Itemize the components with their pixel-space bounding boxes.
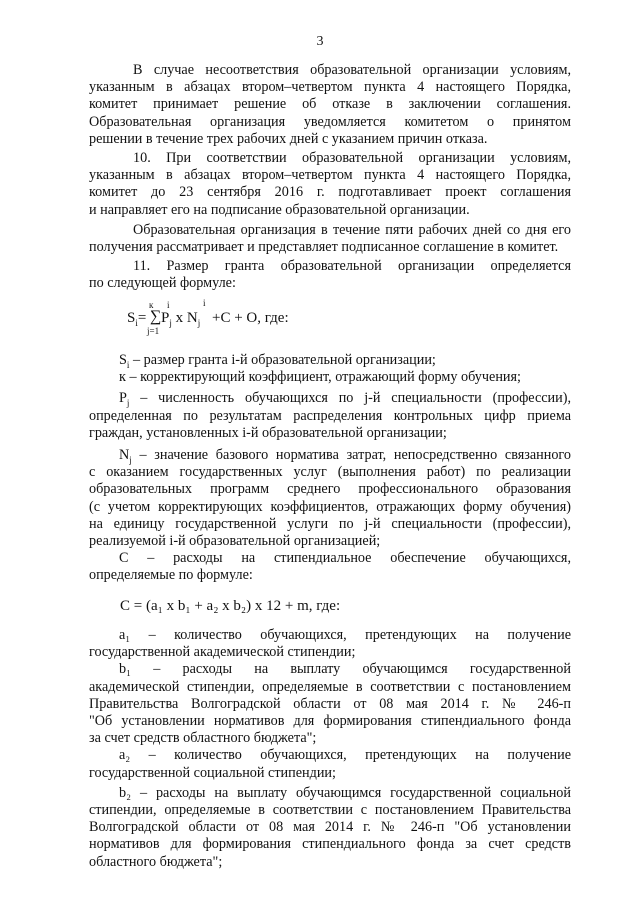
def-c: С – расходы на стипендиальное обеспечение обучающихся, — [119, 550, 571, 567]
def-a1: a₁ – количество обучающихся, претендующих на получение — [119, 627, 571, 643]
text-line: указанным в абзацах втором–четвертом пункта 4 настоящего Порядка, — [89, 167, 571, 184]
text-line: комитет принимает решение об отказе в заключении соглашения. — [89, 96, 571, 113]
grant-formula — [127, 300, 427, 340]
text-line: государственной социальной стипендии; — [89, 764, 336, 781]
text-line: и направляет его на подписание образовательной организации. — [89, 201, 470, 218]
text-line: за счет средств областного бюджета"; — [89, 730, 317, 747]
text-line: 10. При соответствии образовательной организации условиям, — [133, 150, 571, 166]
text-line: 11. Размер гранта образовательной организации определяется — [133, 258, 571, 274]
formula-s: $S_i=$ — [127, 310, 147, 328]
text-line: по следующей формуле: — [89, 275, 236, 292]
paragraph-10 — [89, 150, 571, 219]
formula-tail: +C + O, где: — [212, 310, 289, 326]
page-number: 3 — [316, 34, 324, 49]
text-line: реализуемой i-й образовательной организацией; — [89, 533, 381, 550]
text-line: нормативов для формирования стипендиального фонда за счет средств — [89, 836, 571, 853]
text-line: получения рассматривает и представляет подписанное соглашение в комитет. — [89, 239, 559, 256]
sum-upper: к — [149, 300, 154, 310]
text-line: указанным в абзацах втором–четвертом пункта 4 настоящего Порядка, — [89, 79, 571, 96]
p-superscript: i — [167, 300, 170, 310]
definitions — [89, 352, 571, 585]
text-line: образовательных программ среднего профессионального образования — [89, 481, 571, 498]
def-b1: b₁ – расходы на выплату обучающимся государственной — [119, 661, 571, 678]
text-line: областного бюджета"; — [89, 853, 223, 870]
n-superscript: i — [203, 298, 206, 308]
text-line: решении в течение трех рабочих дней с указанием причин отказа. — [89, 130, 488, 147]
text-line: (с учетом корректирующих коэффициентов, отражающих форму обучения) — [89, 498, 571, 515]
def-b2: b₂ – расходы на выплату обучающимся государственной социальной — [119, 784, 571, 801]
text-line: комитет до 23 сентября 2016 г. подготавливает проект соглашения — [89, 184, 571, 201]
symbol-p: $P_j$ — [119, 390, 130, 409]
paragraph-signing — [89, 222, 571, 256]
sum-lower: j=1 — [147, 326, 160, 336]
text-line: с оказанием государственных услуг (выполнения работ) по реализации — [89, 464, 571, 481]
paragraph-11 — [89, 258, 571, 292]
def-n: $N_j$ – значение базового норматива затрат, непосредственно связанного — [119, 447, 571, 465]
text-line: на единицу государственной услуги по j-й специальности (профессии), — [89, 515, 571, 532]
def-k: к – корректирующий коэффициент, отражающий форму обучения; — [119, 369, 521, 386]
text-line: "Об установлении нормативов для формирования стипендиального фонда — [89, 713, 571, 730]
sum-symbol: ∑ — [150, 308, 162, 325]
paragraph-refusal — [89, 62, 571, 148]
text-line: Образовательная организация в течение пяти рабочих дней со дня его — [133, 222, 571, 238]
text-line: В случае несоответствия образовательной организации условиям, — [133, 62, 571, 78]
text-line: определенная по результатам распределения контрольных цифр приема — [89, 407, 571, 424]
text-line: государственной академической стипендии; — [89, 644, 356, 661]
text-line: стипендии, определяемые в соответствии с постановлением Правительства — [89, 802, 571, 819]
formula-p: $P_j$ x $N_j$ — [161, 310, 201, 328]
stipend-formula: C = (a₁ x b₁ + a₂ x b₂) x 12 + m, где: — [120, 598, 341, 614]
stipend-definitions — [89, 627, 571, 871]
symbol-n: $N_j$ — [119, 447, 132, 465]
symbol-s: $S_i$ — [119, 352, 130, 370]
def-p: $P_j$ – численность обучающихся по j-й специальности (профессии), — [119, 390, 571, 409]
text-line: академической стипендии, определяемые в соответствии с постановлением — [89, 678, 571, 695]
text-line: Образовательная организация уведомляется комитетом о принятом — [89, 113, 571, 130]
def-s: $S_i$ – размер гранта i-й образовательной организации; — [119, 352, 436, 370]
text-line: Волгоградской области от 08 мая 2014 г. № 246-п "Об установлении — [89, 819, 571, 836]
text-line: Правительства Волгоградской области от 08 мая 2014 г. № 246-п — [89, 695, 571, 712]
text-line: граждан, установленных i-й образовательной организации; — [89, 424, 447, 441]
def-a2: a₂ – количество обучающихся, претендующих на получение — [119, 747, 571, 764]
text-line: определяемые по формуле: — [89, 567, 253, 584]
